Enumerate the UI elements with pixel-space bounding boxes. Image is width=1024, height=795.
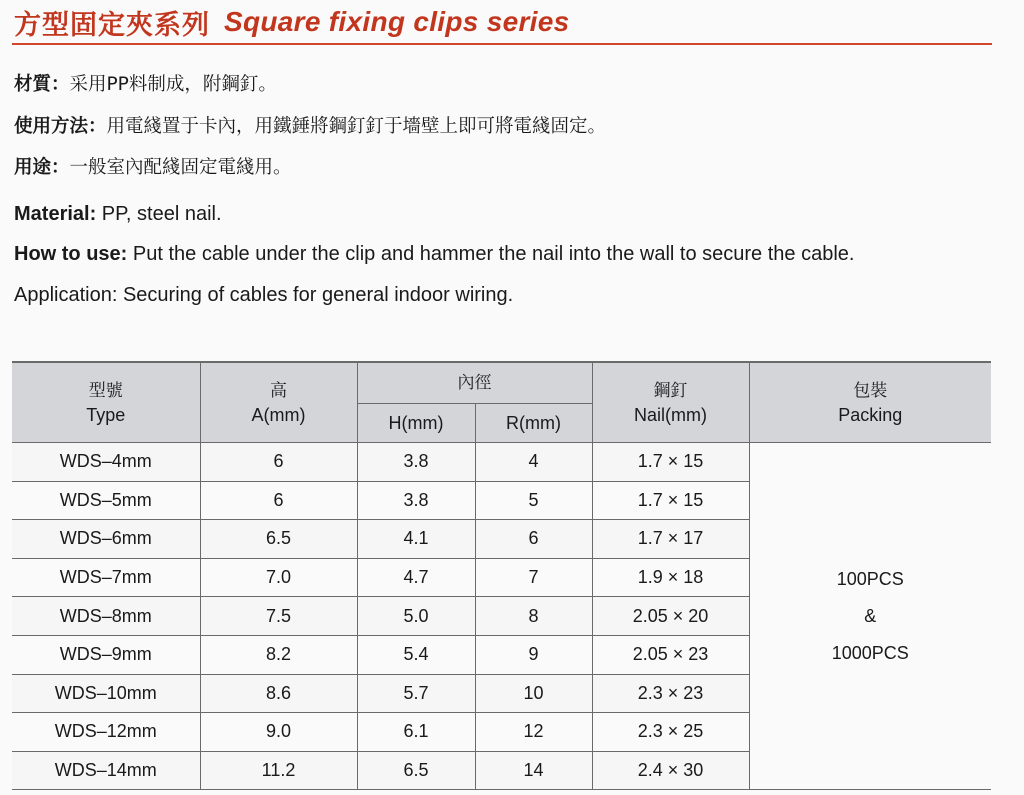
title-divider [12,43,992,45]
header-type-zh: 型號 [88,380,123,401]
header-h-mm: H(mm) [357,404,475,443]
cell-type: WDS–9mm [12,635,200,674]
cell-h: 5.4 [357,635,475,674]
cell-h: 6.1 [357,713,475,752]
cell-h: 4.1 [357,520,475,559]
cell-h: 5.7 [357,674,475,713]
zh-usage-label: 使用方法： [14,116,107,137]
packing-line-2: & [864,605,877,626]
packing-line-1: 100PCS [836,568,904,589]
header-height [200,362,357,443]
header-nail-zh: 鋼釘 [653,380,688,401]
zh-usage-line [14,112,606,138]
header-inner-zh: 內徑 [457,373,492,393]
cell-r: 6 [475,520,592,559]
cell-h: 6.5 [357,751,475,790]
cell-nail: 2.3 × 23 [592,674,749,713]
cell-a: 9.0 [200,713,357,752]
en-usage-text: Put the cable under the clip and hammer the nail into the wall to secure the cable. [127,243,855,265]
title-english: Square fixing clips series [224,6,570,37]
cell-nail: 2.3 × 25 [592,713,749,752]
cell-a: 8.2 [200,635,357,674]
cell-h: 5.0 [357,597,475,636]
cell-a: 7.0 [200,558,357,597]
en-usage-line [14,243,854,266]
header-packing [749,362,991,443]
cell-r: 4 [475,443,592,482]
cell-type: WDS–12mm [12,713,200,752]
cell-h: 4.7 [357,558,475,597]
zh-material-line [14,70,277,96]
cell-a: 7.5 [200,597,357,636]
cell-r: 9 [475,635,592,674]
cell-nail: 2.05 × 20 [592,597,749,636]
cell-type: WDS–14mm [12,751,200,790]
cell-nail: 1.7 × 15 [592,481,749,520]
cell-r: 7 [475,558,592,597]
cell-type: WDS–4mm [12,443,200,482]
cell-a: 6 [200,481,357,520]
header-packing-en: Packing [838,404,903,425]
header-type-en: Type [86,404,126,425]
cell-r: 8 [475,597,592,636]
cell-a: 6.5 [200,520,357,559]
header-inner-diameter [357,362,592,404]
cell-r: 10 [475,674,592,713]
cell-type: WDS–10mm [12,674,200,713]
header-nail-en: Nail(mm) [634,404,707,425]
zh-application-label: 用途： [14,157,70,178]
header-height-en: A(mm) [251,404,306,425]
en-usage-label: How to use: [14,243,128,265]
header-type [12,362,200,443]
zh-application-line [14,153,292,179]
zh-usage-text: 用電綫置于卡內，用鐵錘將鋼釘釘于墻壁上即可將電綫固定。 [106,116,607,137]
header-r-mm: R(mm) [475,404,592,443]
cell-a: 8.6 [200,674,357,713]
table-row [12,443,991,482]
en-material-line [14,203,222,226]
en-material-label: Material: [14,203,97,225]
cell-type: WDS–7mm [12,558,200,597]
zh-application-text: 一般室內配綫固定電綫用。 [69,157,292,178]
header-packing-zh: 包裝 [853,380,888,401]
cell-r: 14 [475,751,592,790]
cell-nail: 2.05 × 23 [592,635,749,674]
cell-nail: 1.7 × 17 [592,520,749,559]
header-height-zh: 高 [270,380,287,401]
spec-table [12,361,991,790]
cell-r: 5 [475,481,592,520]
en-application-line [14,284,513,307]
cell-type: WDS–5mm [12,481,200,520]
header-nail [592,362,749,443]
cell-h: 3.8 [357,443,475,482]
cell-type: WDS–6mm [12,520,200,559]
cell-type: WDS–8mm [12,597,200,636]
cell-a: 6 [200,443,357,482]
cell-nail: 1.7 × 15 [592,443,749,482]
zh-material-text: 采用PP料制成，附鋼釘。 [69,74,277,95]
cell-r: 12 [475,713,592,752]
title-chinese: 方型固定夾系列 [14,9,210,41]
cell-packing [749,443,991,790]
cell-h: 3.8 [357,481,475,520]
cell-nail: 1.9 × 18 [592,558,749,597]
packing-line-3: 1000PCS [831,642,909,663]
cell-nail: 2.4 × 30 [592,751,749,790]
en-application-text: Application: Securing of cables for general indoor wiring. [14,284,514,306]
zh-material-label: 材質： [14,74,70,95]
page-title [14,2,994,42]
cell-a: 11.2 [200,751,357,790]
en-material-text: PP, steel nail. [96,203,222,225]
